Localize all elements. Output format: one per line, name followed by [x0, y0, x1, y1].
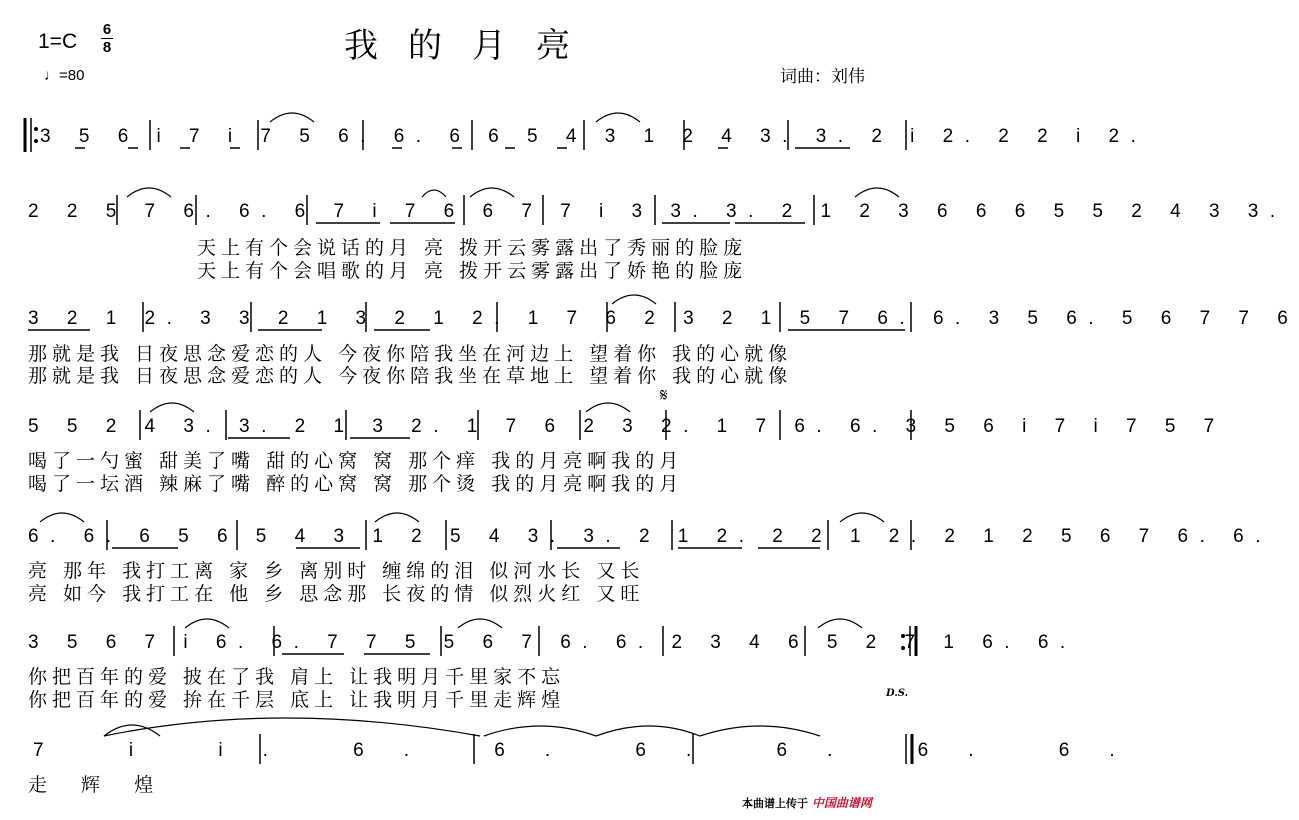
time-signature — [101, 22, 113, 55]
meter-bottom: 8 — [102, 39, 112, 56]
lyric-row-2-verse-2: 天上有个会唱歌的月 亮 拨开云雾露出了娇艳的脸庞 — [197, 260, 748, 282]
lyric-row-4-verse-1: 喝了一勺蜜 甜美了嘴 甜的心窝 窝 那个痒 我的月亮啊我的月 — [28, 450, 684, 472]
tempo-marking: ♩=80 — [44, 67, 85, 84]
notation-row-6: 3 5 6 7 i 6. 6. 7 7 5 5 6 7 6. 6. 2 3 4 6 5 2 7 1 6. 6. — [28, 632, 1077, 653]
lyric-row-3-verse-1: 那就是我 日夜思念爱恋的人 今夜你陪我坐在河边上 望着你 我的心就像 — [28, 343, 793, 365]
lyric-row-5-verse-1: 亮 那年 我打工离 家 乡 离别时 缠绵的泪 似河水长 又长 — [28, 560, 645, 582]
song-title: 我的月亮 — [344, 26, 600, 66]
lyric-row-2-verse-1: 天上有个会说话的月 亮 拨开云雾露出了秀丽的脸庞 — [197, 237, 748, 259]
lyric-row-7: 走 辉 煌 — [28, 774, 168, 796]
lyric-row-6-verse-2: 你把百年的爱 拚在千层 底上 让我明月千里走辉煌 — [28, 689, 566, 711]
notation-row-5: 6. 6. 6 5 6 5 4 3 1 2 5 4 3. 3. 2 1 2. 2 2 1 2. 2 1 2 5 6 7 6. 6. — [28, 526, 1272, 547]
ds-marking: D.S. — [886, 688, 909, 699]
notation-row-1: 3 5 6 i 7 i 7 5 6. 6. 6 6 5 4 3 1 2 4 3. 3. 2 i 2. 2 2 i 2. — [40, 126, 1148, 147]
key-signature: 1=C — [38, 30, 78, 53]
lyric-row-3-verse-2: 那就是我 日夜思念爱恋的人 今夜你陪我坐在草地上 望着你 我的心就像 — [28, 365, 793, 387]
footer-upload-text: 本曲谱上传于 — [742, 797, 808, 810]
segno-icon: 𝄋 — [660, 385, 668, 406]
notation-row-7: 7 i i. 6. 6. 6. 6. 6. 6. — [33, 740, 1155, 761]
meter-top: 6 — [102, 21, 112, 38]
credit-line: 词曲：刘伟 — [780, 67, 865, 87]
lyric-row-6-verse-1: 你把百年的爱 披在了我 肩上 让我明月千里家不忘 — [28, 666, 566, 688]
footer-brand: 中国曲谱网 — [811, 796, 872, 810]
notation-row-2: 2 2 5 7 6. 6. 6 7 i 7 6 6 7 7 i 3 3. 3. 2 1 2 3 6 6 6 5 5 2 4 3 3. — [28, 201, 1287, 222]
lyric-row-5-verse-2: 亮 如今 我打工在 他 乡 思念那 长夜的情 似烈火红 又旺 — [28, 583, 645, 605]
footer-watermark — [742, 794, 872, 811]
notation-row-3: 3 2 1 2. 3 3 2 1 3 2 1 2. 1 7 6 2 3 2 1 5 7 6. 6. 3 5 6. 5 6 7 7 6 — [28, 308, 1299, 329]
notation-row-4: 5 5 2 4 3. 3. 2 1 3 2. 1 7 6 2 3 2. 1 7 6. 6. 3 5 6 i 7 i 7 5 7 — [28, 416, 1226, 437]
lyric-row-4-verse-2: 喝了一坛酒 辣麻了嘴 醉的心窝 窝 那个烫 我的月亮啊我的月 — [28, 473, 684, 495]
